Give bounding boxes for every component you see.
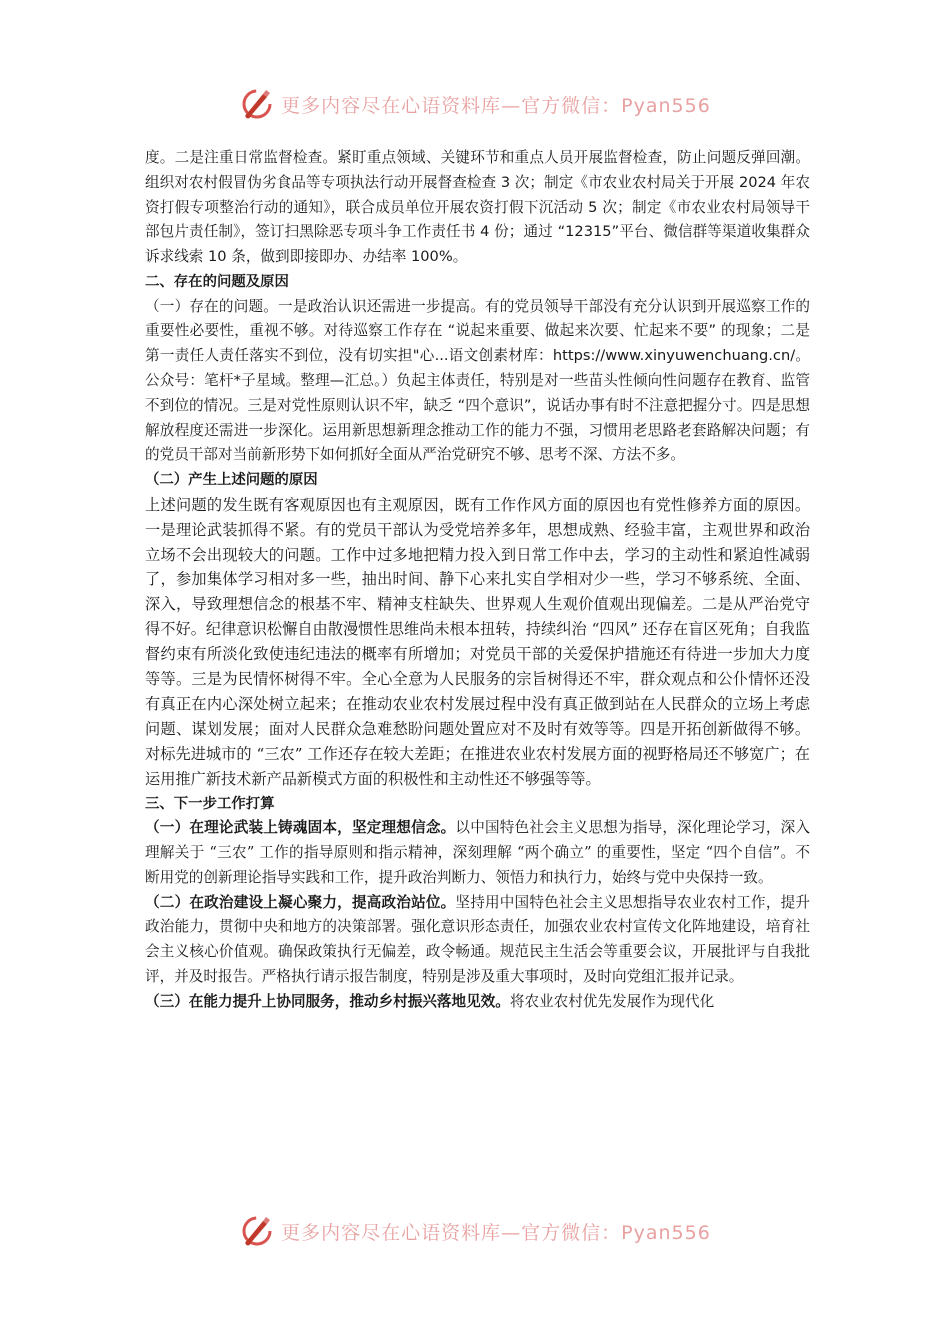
lead-sentence: （三）在能力提升上协同服务，推动乡村振兴落地见效。: [145, 992, 510, 1010]
paragraph: 上述问题的发生既有客观原因也有主观原因，既有工作作风方面的原因也有党性修养方面的原因。一是理论武装抓得不紧。有的党员干部认为受党培养多年，思想成熟、经验丰富，主观世界和政治立场不会出现较大的问题。工作中过多地把精力投入到日常工作中去，学习的主动性和紧迫性减弱了，参加集体学习相对多一些，抽出时间、静下心来扎实自学相对少一些，学习不够系统、全面、深入，导致理想信念的根基不牢、精神支柱缺失、世界观人生观价值观出现偏差。二是从严治党守得不好。纪律意识松懈自由散漫惯性思维尚未根本扭转，持续纠治 “四风” 还存在盲区死角；自我监督约束有所淡化致使违纪违法的概率有所增加；对党员干部的关爱保护措施还有待进一步加大力度等等。三是为民情怀树得不牢。全心全意为人民服务的宗旨树得还不牢，群众观点和公仆情怀还没有真正在内心深处树立起来；在推动农业农村发展过程中没有真正做到站在人民群众的立场上考虑问题、谋划发展；面对人民群众急难愁盼问题处置应对不及时有效等等。四是开拓创新做得不够。对标先进城市的 “三农” 工作还存在较大差距；在推进农业农村发展方面的视野格局还不够宽广；在运用推广新技术新产品新模式方面的积极性和主动性还不够强等等。: [145, 495, 810, 788]
paragraph: （三）在能力提升上协同服务，推动乡村振兴落地见效。将农业农村优先发展作为现代化: [145, 992, 715, 1010]
document-body: [145, 146, 810, 1015]
brush-logo-icon: [239, 1213, 275, 1249]
brush-logo-icon: [239, 86, 275, 122]
watermark-banner-bottom: [0, 1211, 950, 1251]
lead-sentence: （一）在理论武装上铸魂固本，坚定理想信念。: [145, 819, 456, 837]
paragraph: （一）存在的问题。一是政治认识还需进一步提高。有的党员领导干部没有充分认识到开展巡察工作的重要性必要性，重视不够。对待巡察工作存在 “说起来重要、做起来次要、忙起来不要” 的现象；二是第一责任人责任落实不到位，没有切实担"心...语文创素材库：https://www.xinyuwenchuang.cn/。公众号：笔杆*子星域。整理—汇总。）负起主体责任，特别是对一些苗头性倾向性问题存在教育、监管不到位的情况。三是对党性原则认识不牢，缺乏 “四个意识”，说话办事有时不注意把握分寸。四是思想解放程度还需进一步深化。运用新思想新理念推动工作的能力不强，习惯用老思路老套路解决问题；有的党员干部对当前新形势下如何抓好全面从严治党研究不够、思考不深、方法不多。: [145, 297, 810, 464]
banner-text: 更多内容尽在心语资料库—官方微信：Pyan556: [281, 94, 711, 117]
subsection-heading: （二）产生上述问题的原因: [145, 472, 318, 489]
watermark-banner-top: [0, 84, 950, 124]
banner-text: 更多内容尽在心语资料库—官方微信：Pyan556: [281, 1221, 711, 1244]
section-heading: 二、存在的问题及原因: [145, 273, 289, 290]
lead-sentence: （二）在政治建设上凝心聚力，提高政治站位。: [145, 893, 456, 911]
section-heading: 三、下一步工作打算: [145, 795, 275, 812]
paragraph: （一）在理论武装上铸魂固本，坚定理想信念。以中国特色社会主义思想为指导，深化理论学习，深入理解关于 “三农” 工作的指导原则和指示精神，深刻理解 “两个确立” 的重要性，坚定 “四个自信”。不断用党的创新理论指导实践和工作，提升政治判断力、领悟力和执行力，始终与党中央保持一致。: [145, 819, 810, 886]
paragraph: 度。二是注重日常监督检查。紧盯重点领域、关键环节和重点人员开展监督检查，防止问题反弹回潮。组织对农村假冒伪劣食品等专项执法行动开展督查检查 3 次；制定《市农业农村局关于开展 2024 年农资打假专项整治行动的通知》，联合成员单位开展农资打假下沉活动 5 次；制定《市农业农村局领导干部包片责任制》，签订扫黑除恶专项斗争工作责任书 4 份；通过 “12315”平台、微信群等渠道收集群众诉求线索 10 条，做到即接即办、办结率 100%。: [145, 149, 810, 266]
paragraph: （二）在政治建设上凝心聚力，提高政治站位。坚持用中国特色社会主义思想指导农业农村工作，提升政治能力，贯彻中央和地方的决策部署。强化意识形态责任，加强农业农村宣传文化阵地建设，培育社会主义核心价值观。确保政策执行无偏差，政令畅通。规范民主生活会等重要会议，开展批评与自我批评，并及时报告。严格执行请示报告制度，特别是涉及重大事项时，及时向党组汇报并记录。: [145, 893, 810, 985]
